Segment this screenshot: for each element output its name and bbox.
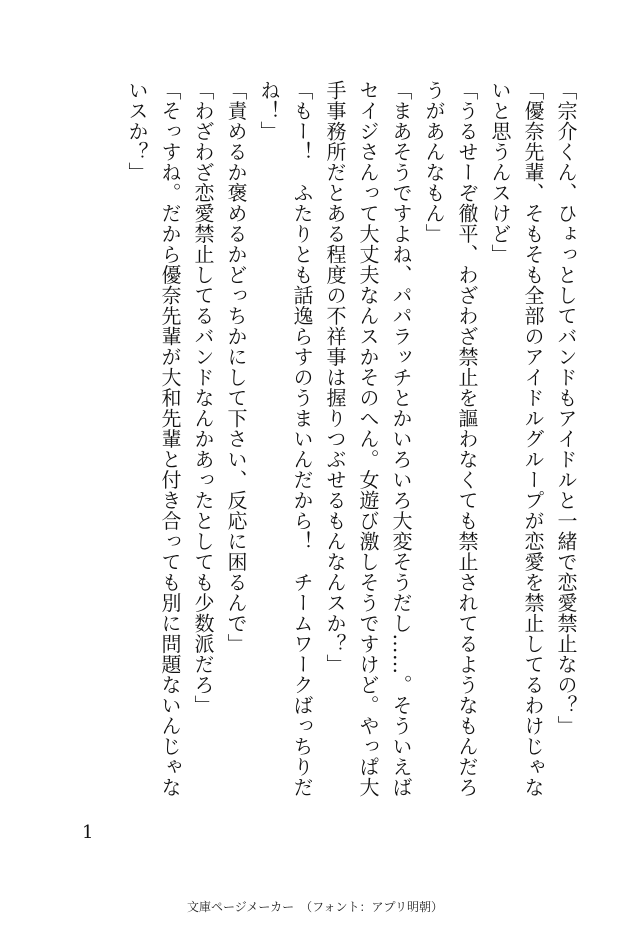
- dialogue-line: 「そっすね。だから優奈先輩が大和先輩と付き合っても別に問題ないんじゃないスか？」: [125, 80, 182, 798]
- dialogue-line: 「宗介くん、ひょっとしてバンドもアイドルと一緒で恋愛禁止なの？」: [554, 80, 578, 736]
- vertical-body-text: [82, 80, 582, 800]
- dialogue-line: 「優奈先輩、そもそも全部のアイドルグループが恋愛を禁止してるわけじゃないと思うんスけど」: [488, 80, 545, 798]
- dialogue-line: 「わざわざ恋愛禁止してるバンドなんかあったとしても少数派だろ」: [191, 80, 215, 716]
- footer-credit: 文庫ページメーカー （フォント：アプリ明朝）: [186, 900, 444, 914]
- dialogue-line: 「うるせーぞ徹平、わざわざ禁止を謳わなくても禁止されてるようなもんだろうがあんなもん」: [422, 80, 479, 798]
- dialogue-line: 「もー！ ふたりとも話逸らすのうまいんだから！ チームワークばっちりだね！」: [257, 80, 314, 798]
- dialogue-line: 「責めるか褒めるかどっちかにして下さい、反応に困るんで」: [224, 80, 248, 654]
- page-number: 1: [82, 822, 94, 843]
- dialogue-line: 「まあそうですよね、パパラッチとかいろいろ大変そうだし……。そういえばセイジさんって大丈夫なんスかそのへん。女遊び激しそうですけど。やっぱ大手事務所だとある程度の不祥事は握りつぶせるもんなんスか？」: [323, 80, 413, 798]
